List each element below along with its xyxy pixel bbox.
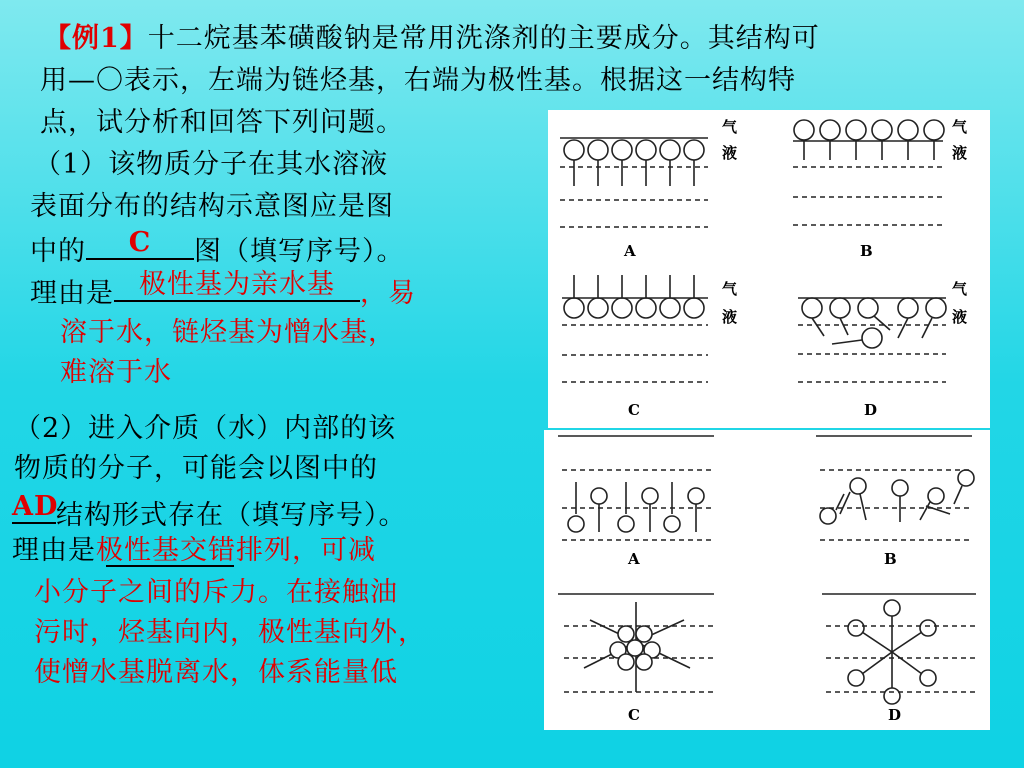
fig-top-label-a: A [624,242,636,260]
fig-bottom-label-b: B [884,550,897,568]
figure-bulk-panel [544,430,990,730]
q1-reason-line-3: 难溶于水 [60,357,172,388]
example-line-1 [44,22,820,56]
q2-reason-line-1 [12,534,376,568]
q1-reason-line-1 [30,269,416,311]
example-tag: 【例1】 [44,23,148,54]
figure-surface-panel [548,110,990,428]
q2-line-1: （2）进入介质（水）内部的该 [14,413,397,444]
q2-answer-blank [12,491,59,533]
q2-line-3 [12,491,407,533]
fig-bottom-label-d: D [888,706,902,724]
example-line-2: 用—〇表示，左端为链烃基，右端为极性基。根据这一结构特 [40,65,796,96]
q1-line-3-post: 图（填写序号）。 [194,236,405,267]
q2-reason-line-2: 小分子之间的斥力。在接触油 [34,577,398,608]
q2-reason-line-4: 使憎水基脱离水，体系能量低 [34,657,398,688]
example-text-1: 十二烷基苯磺酸钠是常用洗涤剂的主要成分。其结构可 [147,23,820,54]
fig-bottom-label-a: A [628,550,640,568]
q2-reason-label: 理由是 [12,535,96,566]
fig-top-gas-b: 气 [952,118,968,136]
fig-top-liquid-a: 液 [722,144,738,162]
q1-reason-line-2: 溶于水，链烃基为憎水基， [60,317,396,348]
q1-reason-blank [114,269,360,311]
fig-top-label-d: D [864,401,878,419]
figure-surface-diagram [548,110,990,428]
q2-line-3-post: 结构形式存在（填写序号）。 [56,500,407,531]
fig-top-gas-a: 气 [722,118,738,136]
q1-line-3 [30,227,405,269]
q1-answer-blank [86,227,194,269]
fig-top-label-b: B [860,242,873,260]
q1-reason-part-2: ，易 [360,278,416,309]
q1-line-2: 表面分布的结构示意图应是图 [30,191,394,222]
example-line-3: 点，试分析和回答下列问题。 [40,107,404,138]
q2-reason-part-1: 极性基交错排列，可减 [96,535,376,566]
q1-reason-label: 理由是 [30,278,114,309]
q1-line-3-pre: 中的 [30,236,86,267]
fig-top-gas-c: 气 [722,280,738,298]
fig-top-liquid-d: 液 [952,308,968,326]
q2-reason-line-3: 污时，烃基向内，极性基向外， [34,617,426,648]
fig-top-label-c: C [628,401,640,419]
q1-answer: C [128,227,152,258]
q2-reason-underline [106,565,234,567]
q1-line-1: （1）该物质分子在其水溶液 [34,149,389,180]
q2-answer: AD [12,491,59,522]
q2-line-2: 物质的分子，可能会以图中的 [14,453,378,484]
q1-reason-part-1: 极性基为亲水基 [139,269,335,300]
figure-bulk-diagram [544,430,990,730]
fig-top-liquid-c: 液 [722,308,738,326]
fig-top-liquid-b: 液 [952,144,968,162]
fig-top-gas-d: 气 [952,280,968,298]
fig-bottom-label-c: C [628,706,640,724]
